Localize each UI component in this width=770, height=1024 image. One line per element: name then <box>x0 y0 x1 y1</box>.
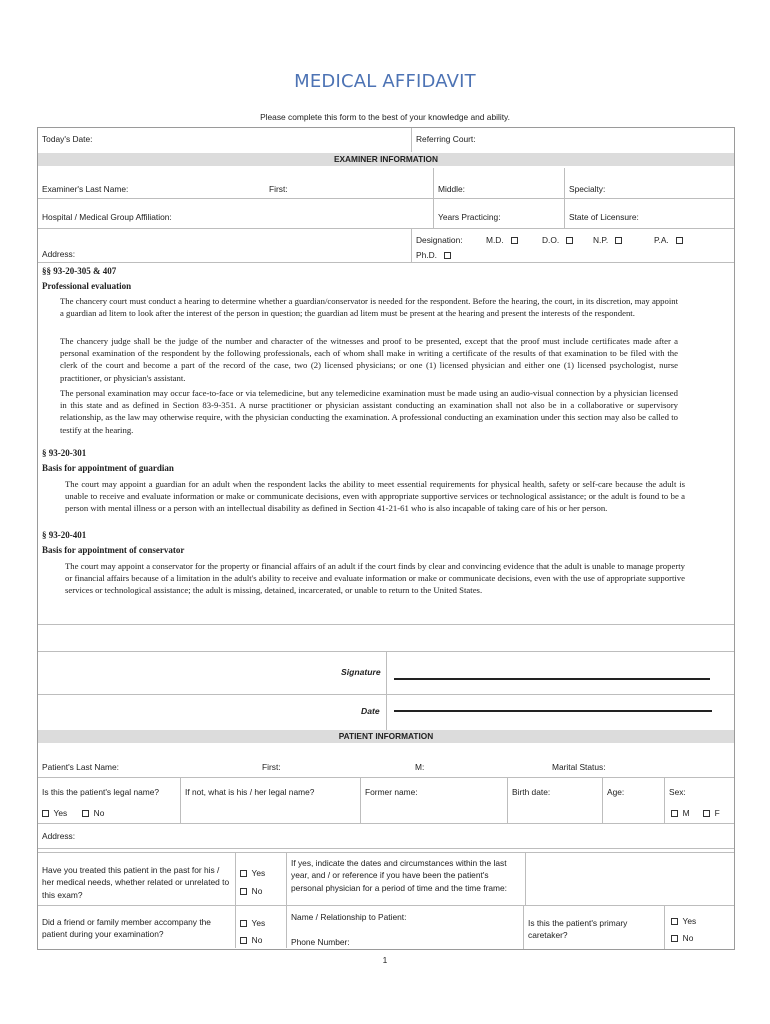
do-checkbox[interactable] <box>566 237 573 244</box>
legal-no-checkbox[interactable] <box>82 810 89 817</box>
designation-phd[interactable] <box>416 250 451 260</box>
friend-yes-label: Yes <box>251 918 266 928</box>
caretaker-question: Is this the patient's primary caretaker? <box>528 918 628 941</box>
row-divider <box>38 777 734 778</box>
designation-md[interactable] <box>486 235 518 245</box>
legal-yes-checkbox[interactable] <box>42 810 49 817</box>
pa-label: P.A. <box>654 235 669 245</box>
friend-yes-checkbox[interactable] <box>240 920 247 927</box>
state-licensure-label[interactable]: State of Licensure: <box>569 212 639 222</box>
sex-male[interactable] <box>671 808 690 818</box>
caretaker-yes[interactable] <box>671 916 696 926</box>
friend-no[interactable] <box>240 935 262 945</box>
years-practicing-label[interactable]: Years Practicing: <box>438 212 501 222</box>
statute-title-3: Basis for appointment of conservator <box>42 545 185 555</box>
statute-paragraph-5: The court may appoint a conservator for the property or financial affairs of an adult if the court finds by clear and convincing evidence that the adult is unable to manage property or financial affairs because of a limitation in the adult's ability to receive and evaluate information or make or communicate decisions, even with the use of appropriate supportive services or technological assistance; the adult is missing, detained, incarcerated, or unable to return to the United States. <box>65 561 685 596</box>
friend-no-label: No <box>251 935 263 945</box>
sex-f-label: F <box>714 808 720 818</box>
divider <box>664 777 665 823</box>
divider <box>180 777 181 823</box>
age-label[interactable]: Age: <box>607 787 625 797</box>
statute-paragraph-4: The court may appoint a guardian for an adult when the respondent lacks the ability to meet essential requirements for physical health, safety or self-care because the adult is unable to receive and evaluate information or make or communicate decisions, even with appropriate supportive services or technological assistance; or the adult is found to be a person with mental illness or a person with an intellectual disability as defined in Section 41-21-61 who is also incapable of taking care of his or her person. <box>65 479 685 514</box>
legal-name-no[interactable] <box>82 808 104 818</box>
divider <box>523 905 524 949</box>
signature-line[interactable] <box>394 678 710 680</box>
examiner-address-label[interactable]: Address: <box>42 249 76 259</box>
divider <box>235 852 236 948</box>
caretaker-no[interactable] <box>671 933 693 943</box>
examiner-middle-label[interactable]: Middle: <box>438 184 465 194</box>
patient-info-header: PATIENT INFORMATION <box>38 730 734 743</box>
row-divider <box>38 262 734 263</box>
divider <box>664 905 665 949</box>
friend-yes[interactable] <box>240 918 265 928</box>
legal-name-yes[interactable] <box>42 808 67 818</box>
sex-m-label: M <box>682 808 690 818</box>
row-divider <box>38 624 734 625</box>
designation-label: Designation: <box>416 235 463 245</box>
treated-yes[interactable] <box>240 868 265 878</box>
date-line[interactable] <box>394 710 712 712</box>
caretaker-no-checkbox[interactable] <box>671 935 678 942</box>
divider <box>602 777 603 823</box>
patient-first-label[interactable]: First: <box>262 762 281 772</box>
divider <box>411 128 412 152</box>
treated-yes-label: Yes <box>251 868 266 878</box>
sex-f-checkbox[interactable] <box>703 810 710 817</box>
patient-address-label[interactable]: Address: <box>42 831 76 841</box>
np-label: N.P. <box>593 235 609 245</box>
row-divider <box>38 823 734 824</box>
statute-paragraph-1: The chancery court must conduct a hearing to determine whether a guardian/conservator is needed for the respondent. Before the hearing, the court, in its discretion, may appoint a guardian ad litem to look after the interest of the person in question; the guardian ad litem must be present at the hearing and present the interests of the respondent. <box>60 296 678 319</box>
examiner-info-header: EXAMINER INFORMATION <box>38 153 734 166</box>
divider <box>525 852 526 905</box>
np-checkbox[interactable] <box>615 237 622 244</box>
statute-paragraph-2: The chancery judge shall be the judge of the number and character of the witnesses and proof to be presented, except that the proof must include certificates made after a personal examination of the respondent by the following professionals, each of whom shall make in writing a certificate of the results of that examination to be filed with the clerk of the court and become a part of the record of the case, two (2) licensed physicians; or one (1) licensed physician and either one (1) licensed psychologist, nurse practitioner, or physician's assistant. <box>60 336 678 383</box>
patient-last-name-label[interactable]: Patient's Last Name: <box>42 762 120 772</box>
page-title: MEDICAL AFFIDAVIT <box>294 71 476 92</box>
caretaker-yes-label: Yes <box>682 916 697 926</box>
instructions: Please complete this form to the best of your knowledge and ability. <box>260 112 510 122</box>
divider <box>433 168 434 228</box>
former-name-label[interactable]: Former name: <box>365 787 418 797</box>
legal-name-question: Is this the patient's legal name? <box>42 787 160 797</box>
sex-m-checkbox[interactable] <box>671 810 678 817</box>
row-divider <box>38 905 734 906</box>
divider <box>360 777 361 823</box>
legal-no-label: No <box>93 808 105 818</box>
divider <box>411 228 412 262</box>
designation-np[interactable] <box>593 235 622 245</box>
birth-date-label[interactable]: Birth date: <box>512 787 551 797</box>
row-divider <box>38 852 734 853</box>
divider <box>564 168 565 228</box>
row-divider <box>38 694 734 695</box>
treated-no-label: No <box>251 886 263 896</box>
do-label: D.O. <box>542 235 560 245</box>
treated-no-checkbox[interactable] <box>240 888 247 895</box>
treated-no[interactable] <box>240 886 262 896</box>
divider <box>286 852 287 948</box>
treated-question: Have you treated this patient in the past for his / her medical needs, whether related or unrelated to this exam? <box>42 865 230 900</box>
phd-label: Ph.D. <box>416 250 437 260</box>
referring-court-label: Referring Court: <box>416 134 476 144</box>
marital-status-label[interactable]: Marital Status: <box>552 762 606 772</box>
md-label: M.D. <box>486 235 504 245</box>
statute-heading-3: § 93-20-401 <box>42 530 87 540</box>
divider <box>386 651 387 730</box>
row-divider <box>38 228 734 229</box>
patient-middle-label[interactable]: M: <box>415 762 425 772</box>
statute-paragraph-3: The personal examination may occur face-to-face or via telemedicine, but any telemedicine examination must be made using an audio-visual connection by a physician licensed in this state and as defined in Section 83-9-351. A nurse practitioner or physician assistant conducting an examination shall not also be in a collaborative or supervisory relationship, as the law may otherwise require, with the physician conducting the examination. A professional conducting an examination under this section may also be called to testify at the hearing. <box>60 388 678 435</box>
statute-heading-1: §§ 93-20-305 & 407 <box>42 266 117 276</box>
caretaker-no-label: No <box>682 933 694 943</box>
statute-title-1: Professional evaluation <box>42 281 132 291</box>
friend-no-checkbox[interactable] <box>240 937 247 944</box>
pa-checkbox[interactable] <box>676 237 683 244</box>
signature-label: Signature <box>341 667 381 677</box>
row-divider <box>38 848 734 849</box>
caretaker-yes-checkbox[interactable] <box>671 918 678 925</box>
todays-date-label: Today's Date: <box>42 134 93 144</box>
hospital-affiliation-label[interactable]: Hospital / Medical Group Affiliation: <box>42 212 172 222</box>
examiner-first-label[interactable]: First: <box>269 184 288 194</box>
sex-female[interactable] <box>703 808 720 818</box>
designation-pa[interactable] <box>654 235 683 245</box>
statute-title-2: Basis for appointment of guardian <box>42 463 174 473</box>
md-checkbox[interactable] <box>511 237 518 244</box>
examiner-last-name-label[interactable]: Examiner's Last Name: <box>42 184 129 194</box>
divider <box>507 777 508 823</box>
relationship-label[interactable]: Name / Relationship to Patient: <box>291 912 407 922</box>
designation-do[interactable] <box>542 235 573 245</box>
if-yes-prompt[interactable]: If yes, indicate the dates and circumstances within the last year, and / or reference if you have been the patient's personal physician for a period of time and the time frame: <box>291 858 507 893</box>
legal-name-label[interactable]: If not, what is his / her legal name? <box>185 787 315 797</box>
row-divider <box>38 198 734 199</box>
legal-yes-label: Yes <box>53 808 68 818</box>
statute-heading-2: § 93-20-301 <box>42 448 87 458</box>
phone-number-label[interactable]: Phone Number: <box>291 937 350 947</box>
page-number: 1 <box>382 955 388 965</box>
friend-question: Did a friend or family member accompany the patient during your examination? <box>42 917 211 940</box>
date-label: Date <box>361 706 380 716</box>
treated-yes-checkbox[interactable] <box>240 870 247 877</box>
form-frame <box>37 127 735 950</box>
examiner-specialty-label[interactable]: Specialty: <box>569 184 606 194</box>
phd-checkbox[interactable] <box>444 252 451 259</box>
sex-label: Sex: <box>669 787 686 797</box>
